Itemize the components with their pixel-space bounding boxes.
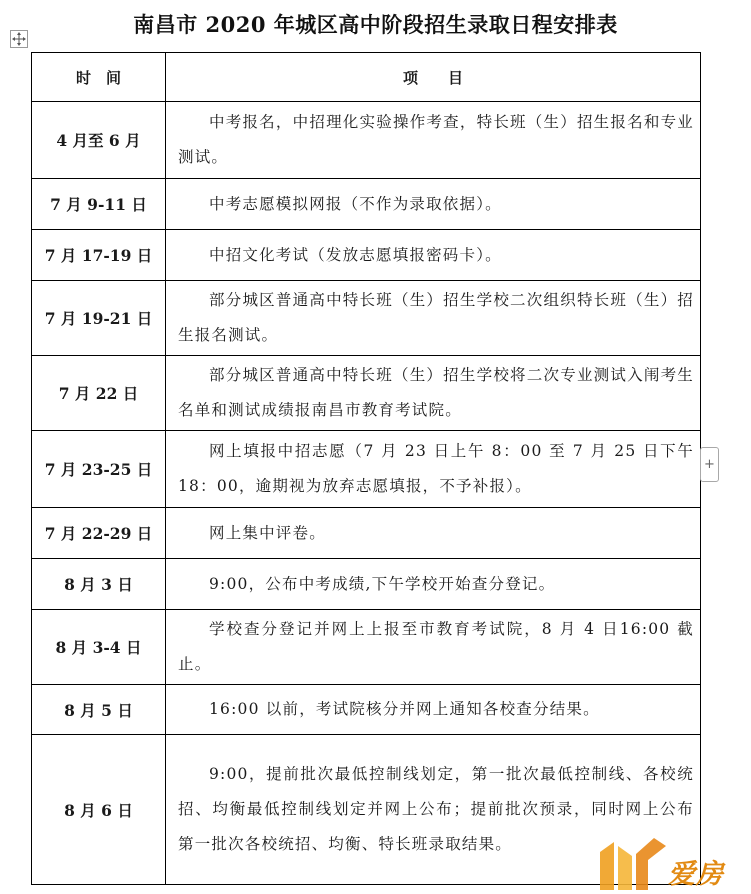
item-cell[interactable]: 网上填报中招志愿（7 月 23 日上午 8：00 至 7 月 25 日下午 18：00，逾期视为放弃志愿填报，不予补报）。 xyxy=(166,431,701,508)
watermark-text: 爱房 xyxy=(668,859,724,890)
item-cell[interactable]: 网上集中评卷。 xyxy=(166,508,701,559)
watermark xyxy=(590,822,750,894)
time-cell[interactable]: 7 月 9-11 日 xyxy=(32,179,166,230)
time-cell[interactable]: 7 月 22 日 xyxy=(32,356,166,431)
table-row xyxy=(32,356,701,431)
item-cell[interactable]: 中招文化考试（发放志愿填报密码卡）。 xyxy=(166,230,701,281)
house-logo-icon xyxy=(596,832,668,892)
time-cell[interactable]: 7 月 19-21 日 xyxy=(32,281,166,356)
move-arrows-icon xyxy=(11,31,27,47)
table-row xyxy=(32,610,701,685)
header-time: 时 间 xyxy=(32,53,166,102)
time-cell[interactable]: 8 月 3-4 日 xyxy=(32,610,166,685)
item-cell[interactable]: 16:00 以前，考试院核分并网上通知各校查分结果。 xyxy=(166,685,701,735)
time-cell[interactable]: 8 月 6 日 xyxy=(32,735,166,885)
item-cell[interactable]: 部分城区普通高中特长班（生）招生学校将二次专业测试入闱考生名单和测试成绩报南昌市教育考试院。 xyxy=(166,356,701,431)
table-row xyxy=(32,508,701,559)
item-cell[interactable]: 9:00，提前批次最低控制线划定，第一批次最低控制线、各校统招、均衡最低控制线划定并网上公布；提前批次预录，同时网上公布第一批次各校统招、均衡、特长班录取结果。 xyxy=(166,735,701,885)
time-cell[interactable]: 7 月 22-29 日 xyxy=(32,508,166,559)
table-row xyxy=(32,281,701,356)
time-cell[interactable]: 7 月 17-19 日 xyxy=(32,230,166,281)
item-cell[interactable]: 学校查分登记并网上上报至市教育考试院，8 月 4 日16:00 截止。 xyxy=(166,610,701,685)
table-row xyxy=(32,179,701,230)
item-cell[interactable]: 中考志愿模拟网报（不作为录取依据）。 xyxy=(166,179,701,230)
table-header-row xyxy=(32,53,701,102)
time-cell[interactable]: 8 月 5 日 xyxy=(32,685,166,735)
table-row xyxy=(32,230,701,281)
schedule-table xyxy=(31,52,701,885)
document-title: 南昌市 2020 年城区高中阶段招生录取日程安排表 xyxy=(133,12,618,37)
table-row xyxy=(32,685,701,735)
table-row xyxy=(32,559,701,610)
plus-icon: + xyxy=(704,457,715,472)
item-cell[interactable]: 部分城区普通高中特长班（生）招生学校二次组织特长班（生）招生报名测试。 xyxy=(166,281,701,356)
time-cell[interactable]: 7 月 23-25 日 xyxy=(32,431,166,508)
item-cell[interactable]: 中考报名，中招理化实验操作考查，特长班（生）招生报名和专业测试。 xyxy=(166,102,701,179)
add-row-button[interactable] xyxy=(700,447,719,482)
table-move-handle[interactable] xyxy=(10,30,28,48)
header-item: 项 目 xyxy=(166,53,701,102)
time-cell[interactable]: 4 月至 6 月 xyxy=(32,102,166,179)
table-row xyxy=(32,431,701,508)
time-cell[interactable]: 8 月 3 日 xyxy=(32,559,166,610)
table-row xyxy=(32,102,701,179)
item-cell[interactable]: 9:00，公布中考成绩,下午学校开始查分登记。 xyxy=(166,559,701,610)
